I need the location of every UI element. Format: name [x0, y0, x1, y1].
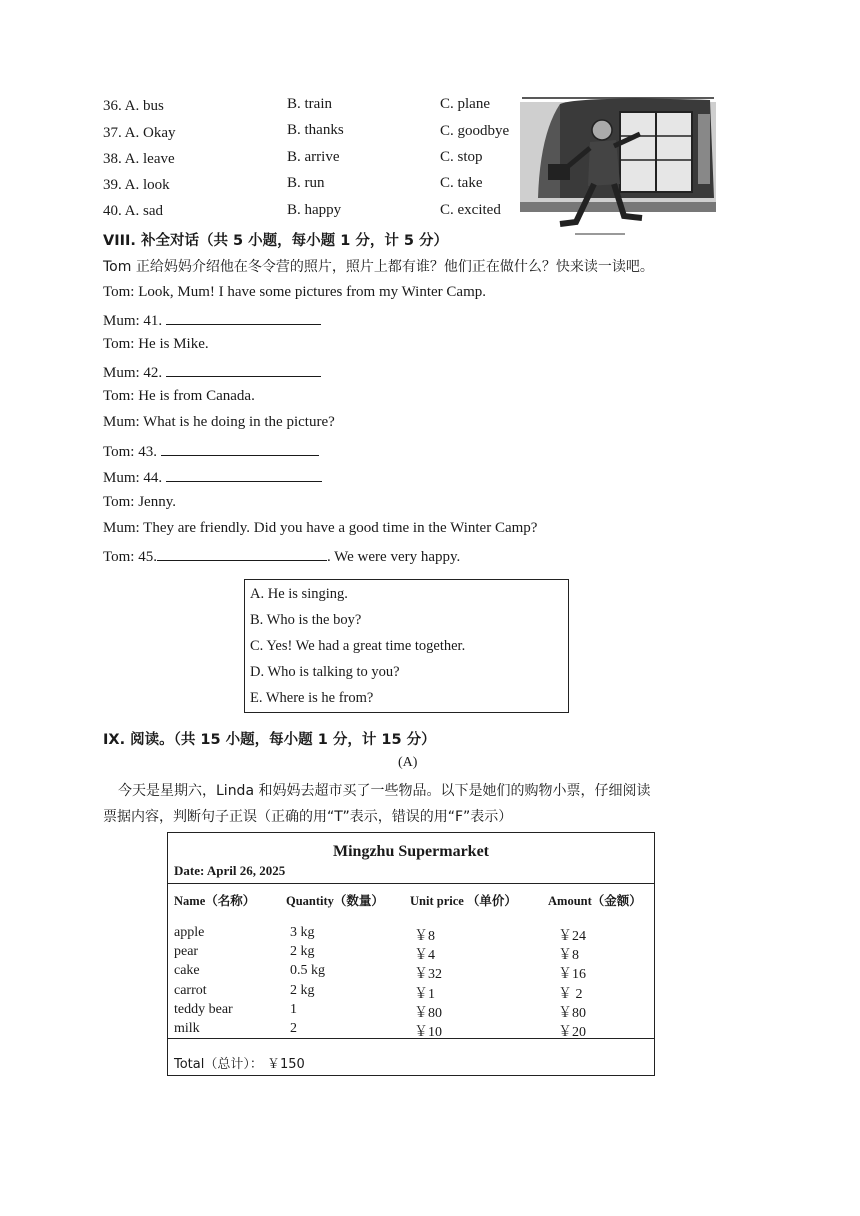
cell-quantity: 2 — [290, 1021, 297, 1036]
dialogue-line: Tom: 45. . We were very happy. — [103, 546, 460, 566]
answer-blank-42[interactable] — [166, 362, 321, 377]
cell-unit-price: ￥8 — [414, 929, 435, 944]
cell-name: carrot — [174, 983, 207, 998]
cell-amount: ￥24 — [558, 929, 586, 944]
cell-unit-price: ￥32 — [414, 967, 442, 982]
cell-name: apple — [174, 925, 205, 940]
cell-unit-price: ￥1 — [414, 987, 435, 1002]
option-40-b: B. happy — [287, 202, 342, 218]
choice-e: E. Where is he from? — [250, 690, 374, 706]
receipt-title: Mingzhu Supermarket — [333, 843, 489, 860]
cell-name: pear — [174, 944, 199, 959]
answer-blank-45[interactable] — [157, 546, 327, 561]
dialogue-line: Tom: He is Mike. — [103, 336, 209, 352]
section-8-heading: VIII. 补全对话（共 5 小题，每小题 1 分，计 5 分） — [103, 233, 449, 249]
cell-name: cake — [174, 963, 200, 978]
option-39-a: 39. A. look — [103, 177, 170, 193]
option-40-c: C. excited — [440, 202, 501, 218]
cell-quantity: 1 — [290, 1002, 297, 1017]
option-36-b: B. train — [287, 96, 332, 112]
option-37-b: B. thanks — [287, 122, 344, 138]
cell-unit-price: ￥4 — [414, 948, 435, 963]
option-38-b: B. arrive — [287, 149, 340, 165]
section-8-intro: Tom 正给妈妈介绍他在冬令营的照片，照片上都有谁？他们正在做什么？快来读一读吧。 — [103, 259, 654, 275]
cell-quantity: 3 kg — [290, 925, 315, 940]
answer-blank-41[interactable] — [166, 310, 321, 325]
option-36-a: 36. A. bus — [103, 98, 164, 114]
cell-quantity: 0.5 kg — [290, 963, 325, 978]
cell-quantity: 2 kg — [290, 944, 315, 959]
receipt-divider — [168, 883, 654, 884]
cell-amount: ￥ 2 — [558, 987, 583, 1002]
dialogue-line: Mum: 42. — [103, 362, 321, 382]
dialogue-line: Tom: 43. — [103, 441, 319, 461]
dialogue-line: Tom: He is from Canada. — [103, 388, 255, 404]
option-39-b: B. run — [287, 175, 325, 191]
receipt-date: Date: April 26, 2025 — [174, 863, 286, 878]
part-label: (A) — [398, 755, 418, 770]
header-unit-price: Unit price （单价） — [410, 894, 517, 908]
option-38-c: C. stop — [440, 149, 483, 165]
section-9-heading: IX. 阅读。（共 15 小题，每小题 1 分，计 15 分） — [103, 732, 436, 748]
choice-a: A. He is singing. — [250, 586, 348, 602]
option-39-c: C. take — [440, 175, 483, 191]
reading-intro-line1: 今天是星期六，Linda 和妈妈去超市买了一些物品。以下是她们的购物小票，仔细阅读 — [118, 783, 651, 799]
dialogue-line: Mum: 44. — [103, 467, 322, 487]
choice-d: D. Who is talking to you? — [250, 664, 400, 680]
choice-c: C. Yes! We had a great time together. — [250, 638, 466, 654]
option-37-c: C. goodbye — [440, 123, 510, 139]
cell-quantity: 2 kg — [290, 983, 315, 998]
choice-box — [244, 579, 569, 713]
receipt-total: Total（总计）： ￥150 — [174, 1057, 305, 1072]
cell-amount: ￥20 — [558, 1025, 586, 1040]
answer-blank-43[interactable] — [161, 441, 319, 456]
cell-amount: ￥8 — [558, 948, 579, 963]
option-36-c: C. plane — [440, 96, 490, 112]
choice-b: B. Who is the boy? — [250, 612, 362, 628]
receipt-divider — [168, 1038, 654, 1039]
option-38-a: 38. A. leave — [103, 151, 175, 167]
cell-amount: ￥16 — [558, 967, 586, 982]
dialogue-line: Mum: 41. — [103, 310, 321, 330]
dialogue-line: Tom: Jenny. — [103, 494, 176, 510]
shopping-receipt — [167, 832, 655, 1076]
dialogue-line: Tom: Look, Mum! I have some pictures from my Winter Camp. — [103, 284, 486, 300]
cell-unit-price: ￥80 — [414, 1006, 442, 1021]
header-name: Name（名称） — [174, 894, 256, 908]
header-quantity: Quantity（数量） — [286, 894, 384, 908]
cell-amount: ￥80 — [558, 1006, 586, 1021]
dialogue-line: Mum: They are friendly. Did you have a good time in the Winter Camp? — [103, 520, 538, 536]
reading-intro-line2: 票据内容，判断句子正误（正确的用“T”表示，错误的用“F”表示） — [103, 809, 513, 825]
option-37-a: 37. A. Okay — [103, 125, 176, 141]
train-illustration — [520, 94, 716, 242]
option-40-a: 40. A. sad — [103, 203, 163, 219]
header-amount: Amount（金额） — [548, 894, 642, 908]
answer-blank-44[interactable] — [166, 467, 322, 482]
dialogue-line: Mum: What is he doing in the picture? — [103, 414, 335, 430]
cell-unit-price: ￥10 — [414, 1025, 442, 1040]
cell-name: milk — [174, 1021, 200, 1036]
cell-name: teddy bear — [174, 1002, 233, 1017]
